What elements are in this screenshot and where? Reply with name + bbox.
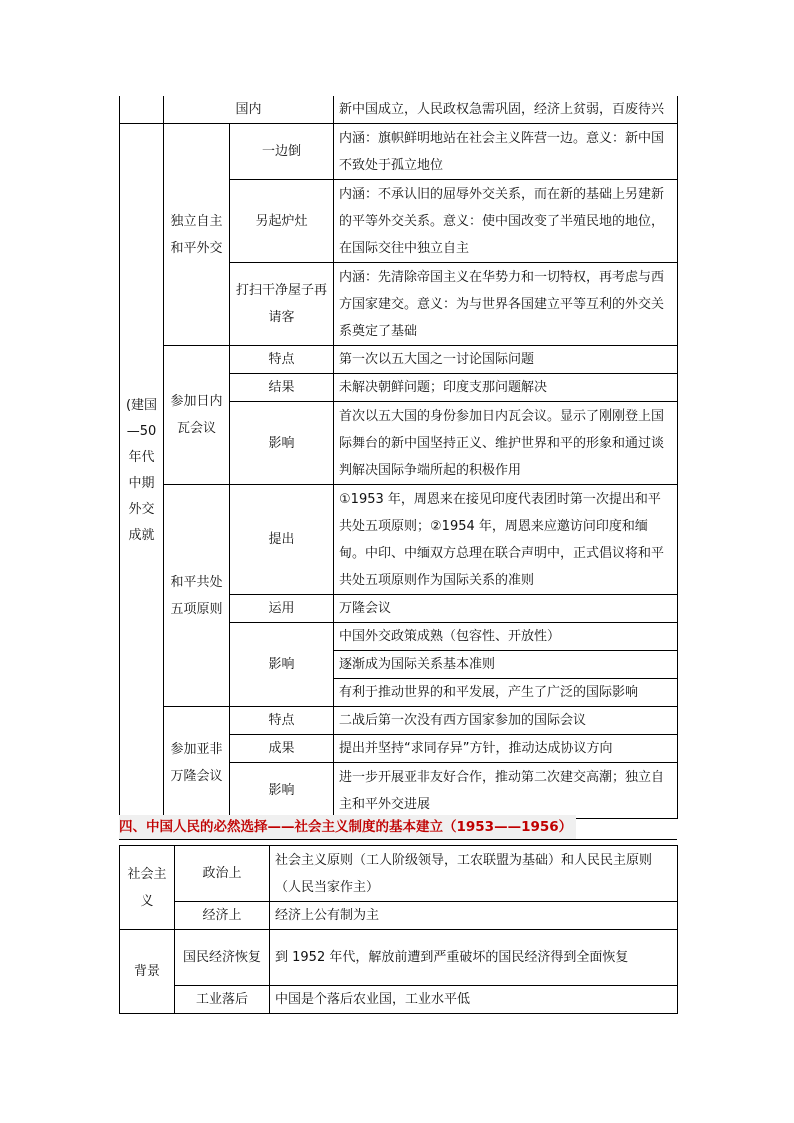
row-content: 进一步开展亚非友好合作，推动第二次建交高潮；独立自主和平外交进展 [334, 763, 678, 819]
row-content: 二战后第一次没有西方国家参加的国际会议 [334, 707, 678, 735]
row-label: 政治上 [175, 846, 270, 902]
row-content: 中国是个落后农业国，工业水平低 [270, 986, 678, 1014]
row-content: 到 1952 年代，解放前遭到严重破坏的国民经济得到全面恢复 [270, 930, 678, 986]
divider [119, 839, 677, 840]
row-label: 特点 [230, 346, 334, 374]
empty-cell [120, 96, 164, 124]
row-label: 经济上 [175, 902, 270, 930]
period-label: (建国—50年代中期外交成就 [120, 124, 164, 819]
row-label: 打扫干净屋子再请客 [230, 263, 334, 346]
row-label: 国民经济恢复 [175, 930, 270, 986]
row-label: 影响 [230, 623, 334, 707]
socialism-table [119, 845, 678, 1014]
row-content: 首次以五大国的身份参加日内瓦会议。显示了刚刚登上国际舞台的新中国坚持正义、维护世界和平的形象和通过谈判解决国际争端所起的积极作用 [334, 402, 678, 485]
socialism-label: 社会主义 [120, 846, 175, 930]
domestic-label: 国内 [164, 96, 334, 124]
row-content: 未解决朝鲜问题；印度支那问题解决 [334, 374, 678, 402]
geneva-label: 参加日内瓦会议 [164, 346, 230, 485]
row-content: 经济上公有制为主 [270, 902, 678, 930]
row-label: 运用 [230, 595, 334, 623]
row-label: 另起炉灶 [230, 180, 334, 263]
five-principles-label: 和平共处五项原则 [164, 485, 230, 707]
row-content: 社会主义原则（工人阶级领导，工农联盟为基础）和人民民主原则（人民当家作主） [270, 846, 678, 902]
row-label: 一边倒 [230, 124, 334, 180]
row-label: 特点 [230, 707, 334, 735]
row-label: 结果 [230, 374, 334, 402]
independent-diplomacy-label: 独立自主和平外交 [164, 124, 230, 346]
domestic-content: 新中国成立，人民政权急需巩固，经济上贫弱，百废待兴 [334, 96, 678, 124]
section-title: 四、中国人民的必然选择——社会主义制度的基本建立（1953——1956） [119, 815, 576, 839]
row-label: 影响 [230, 763, 334, 819]
row-content: ①1953 年，周恩来在接见印度代表团时第一次提出和平共处五项原则；②1954 年，周恩来应邀访问印度和缅甸。中印、中缅双方总理在联合声明中，正式倡议将和平共处五项原则作为国际关系的准则 [334, 485, 678, 595]
background-label: 背景 [120, 930, 175, 1014]
row-content: 逐渐成为国际关系基本准则 [334, 651, 678, 679]
row-content: 内涵：旗帜鲜明地站在社会主义阵营一边。意义：新中国不致处于孤立地位 [334, 124, 678, 180]
row-label: 影响 [230, 402, 334, 485]
row-label: 工业落后 [175, 986, 270, 1014]
row-content: 中国外交政策成熟（包容性、开放性） [334, 623, 678, 651]
row-content: 内涵：先清除帝国主义在华势力和一切特权，再考虑与西方国家建交。意义：为与世界各国建立平等互利的外交关系奠定了基础 [334, 263, 678, 346]
row-label: 成果 [230, 735, 334, 763]
row-label: 提出 [230, 485, 334, 595]
row-content: 内涵：不承认旧的屈辱外交关系，而在新的基础上另建新的平等外交关系。意义：使中国改变了半殖民地的地位，在国际交往中独立自主 [334, 180, 678, 263]
row-content: 第一次以五大国之一讨论国际问题 [334, 346, 678, 374]
row-content: 有利于推动世界的和平发展，产生了广泛的国际影响 [334, 679, 678, 707]
row-content: 万隆会议 [334, 595, 678, 623]
diplomacy-table [119, 96, 678, 819]
row-content: 提出并坚持“求同存异”方针，推动达成协议方向 [334, 735, 678, 763]
bandung-label: 参加亚非万隆会议 [164, 707, 230, 819]
